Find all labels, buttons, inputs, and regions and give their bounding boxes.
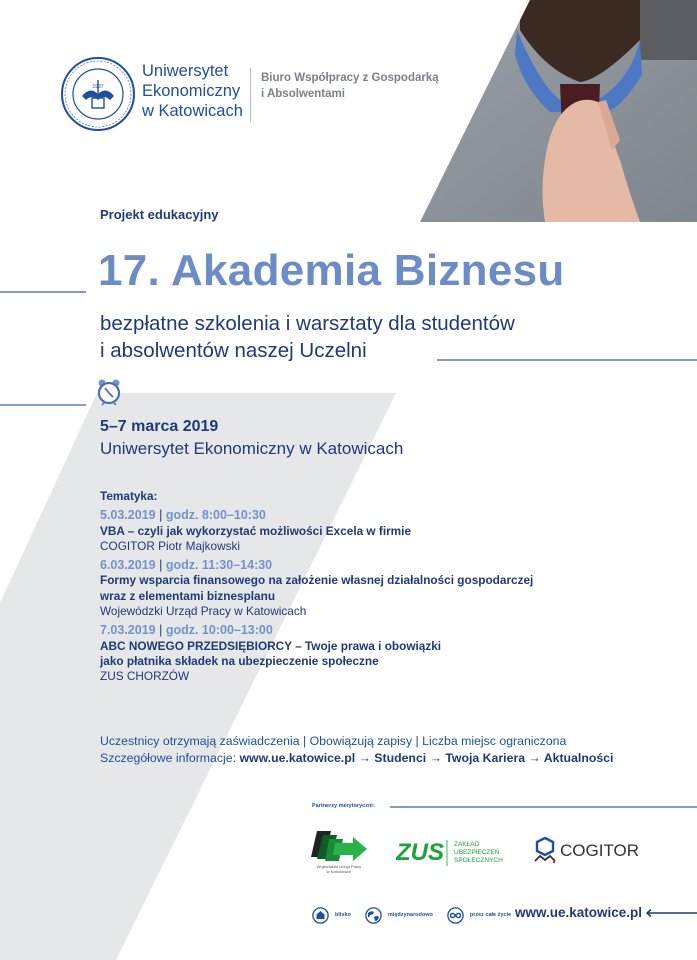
svg-text:Wojewódzki Urząd Pracy: Wojewódzki Urząd Pracy (316, 864, 362, 869)
project-kicker: Projekt edukacyjny (100, 207, 219, 222)
info-block (100, 733, 613, 767)
university-name-line-1: Uniwersytet (142, 62, 229, 80)
svg-text:UBEZPIECZEŃ: UBEZPIECZEŃ (454, 849, 500, 856)
topic-when (100, 623, 533, 638)
separator: | (159, 623, 163, 638)
svg-text:1937: 1937 (92, 84, 104, 90)
topic-title: Formy wsparcia finansowego na założenie własnej działalności gospodarczej (100, 573, 534, 588)
topic-item (100, 558, 533, 619)
topic-item (100, 623, 533, 684)
alarm-clock-icon (96, 378, 122, 406)
topic-title-line-2: wraz z elementami biznesplanu (100, 588, 276, 603)
university-seal-logo (60, 56, 136, 132)
footer-website-link[interactable]: www.ue.katowice.pl (515, 905, 643, 920)
university-name-line-2: Ekonomiczny (142, 82, 241, 100)
wup-katowice-logo (311, 827, 371, 875)
topic-date: 5.03.2019 (100, 508, 156, 523)
house-icon (312, 907, 329, 924)
topic-date: 7.03.2019 (100, 623, 156, 638)
topic-when (100, 508, 533, 523)
svg-text:COGITOR: COGITOR (560, 841, 640, 860)
header-divider (250, 68, 251, 122)
separator: | (159, 508, 163, 523)
event-venue: Uniwersytet Ekonomiczny w Katowicach (100, 439, 404, 458)
subtitle-line-1: bezpłatne szkolenia i warsztaty dla studentów (100, 312, 515, 335)
info-line-2 (100, 750, 613, 767)
svg-text:SPOŁECZNYCH: SPOŁECZNYCH (454, 857, 503, 864)
university-name (142, 61, 243, 121)
info-label: Szczegółowe informacje: (100, 751, 237, 765)
infinity-icon (447, 907, 464, 924)
topics-heading: Tematyka: (100, 489, 158, 503)
title-left-line (0, 291, 86, 293)
subtitle-line-2: i absolwentów naszej Uczelni (100, 339, 367, 362)
svg-text:ZAKŁAD: ZAKŁAD (454, 841, 480, 848)
topic-title: ABC NOWEGO PRZEDSIĘBIORCY – Twoje prawa i obowiązki (100, 638, 442, 653)
topic-organizer: ZUS CHORZÓW (100, 669, 190, 684)
svg-text:ZUS: ZUS (396, 839, 444, 866)
info-line-1: Uczestnicy otrzymają zaświadczenia | Obowiązują zapisy | Liczba miejsc ograniczona (100, 734, 567, 748)
partners-line (390, 806, 697, 808)
value-label: blisko (335, 912, 351, 918)
topic-item (100, 508, 533, 554)
university-name-line-3: w Katowicach (142, 102, 243, 120)
subtitle (100, 310, 515, 364)
office-name (261, 70, 439, 102)
svg-text:w Katowicach: w Katowicach (326, 869, 352, 874)
office-name-line-2: i Absolwentami (261, 88, 345, 100)
separator: | (159, 558, 163, 573)
info-link-path[interactable]: www.ue.katowice.pl → Studenci → Twoja Kariera → Aktualności (239, 751, 614, 765)
topic-date: 6.03.2019 (100, 558, 156, 573)
topic-time: godz. 8:00–10:30 (165, 508, 266, 523)
subtitle-right-line (437, 359, 697, 361)
topic-organizer: COGITOR Piotr Majkowski (100, 538, 241, 553)
topic-title: VBA – czyli jak wykorzystać możliwości Excela w firmie (100, 523, 412, 538)
value-label: przez całe życie (469, 912, 512, 918)
topic-time: godz. 11:30–14:30 (165, 558, 273, 573)
zus-logo (396, 838, 514, 868)
date-left-line (0, 404, 86, 406)
globe-icon (365, 907, 382, 924)
arrow-left-icon (645, 908, 697, 918)
topic-title-line-2: jako płatnika składek na ubezpieczenie społeczne (100, 653, 379, 668)
topics-list (100, 489, 533, 685)
topic-organizer: Wojewódzki Urząd Pracy w Katowicach (100, 604, 307, 619)
partners-label: Partnerzy merytoryczni: (312, 803, 375, 809)
page-title: 17. Akademia Biznesu (98, 246, 565, 295)
topic-time: godz. 10:00–13:00 (165, 623, 273, 638)
topic-when (100, 558, 533, 573)
university-values (312, 904, 519, 926)
value-label: międzynarodowo (387, 912, 433, 918)
office-name-line-1: Biuro Współpracy z Gospodarką (261, 72, 439, 84)
event-dates: 5–7 marca 2019 (100, 418, 219, 435)
cogitor-logo (533, 836, 643, 864)
